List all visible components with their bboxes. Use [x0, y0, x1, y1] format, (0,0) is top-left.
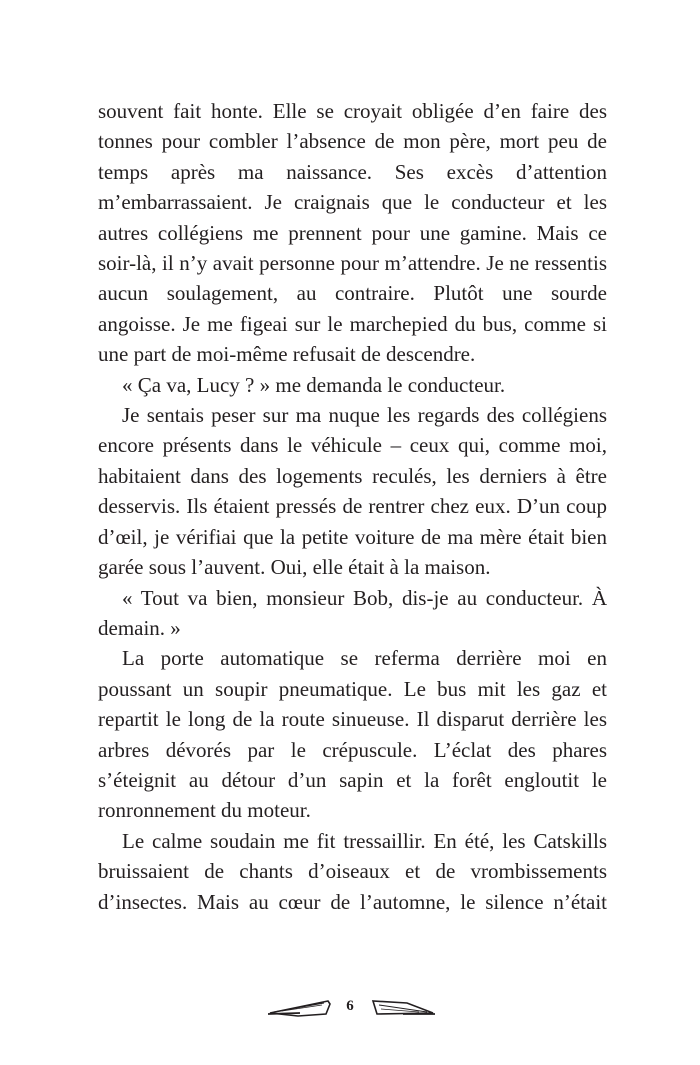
paragraph-4: « Tout va bien, monsieur Bob, dis-je au conducteur. À demain. » — [98, 585, 607, 640]
paragraph-5: La porte automatique se referma derrière moi en poussant un soupir pneumatique. Le bus mit les gaz et repartit le long de la route sinueuse. Il disparut derrière les arbres dévorés par le crépuscule. L’éclat des phares s’éteignit au détour d’un sapin et la forêt engloutit le ronronnement du moteur. — [98, 646, 607, 823]
paragraph-6: Le calme soudain me fit tressaillir. En été, les Catskills bruissaient de chants d’oiseaux et de vrombissements d’insectes. Mais au cœur de l’automne, le silence n’était — [98, 828, 607, 914]
paragraph-3: Je sentais peser sur ma nuque les regards des collégiens encore présents dans le véhicule – ceux qui, comme moi, habitaient dans des logements reculés, les derniers à être desservis. Ils étaient pressés de rentrer chez eux. D’un coup d’œil, je vérifiai que la petite voiture de ma mère était bien garée sous l’auvent. Oui, elle était à la maison. — [98, 403, 607, 580]
paragraph-2: « Ça va, Lucy ? » me demanda le conducteur. — [122, 372, 506, 397]
page-body — [98, 96, 607, 917]
right-ornament-icon — [367, 997, 435, 1019]
page-number: 6 — [346, 998, 354, 1014]
page-footer — [0, 995, 700, 1025]
paragraph-1: souvent fait honte. Elle se croyait obligée d’en faire des tonnes pour combler l’absence de mon père, mort peu de temps après ma naissance. Ses excès d’attention m’embarrassaient. Je craignais que le conducteur et les autres collégiens me prennent pour une gamine. Mais ce soir-là, il n’y avait personne pour m’attendre. Je ne ressentis aucun soulagement, au contraire. Plutôt une sourde angoisse. Je me figeai sur le marchepied du bus, comme si une part de moi-même refusait de descendre. — [98, 99, 607, 367]
